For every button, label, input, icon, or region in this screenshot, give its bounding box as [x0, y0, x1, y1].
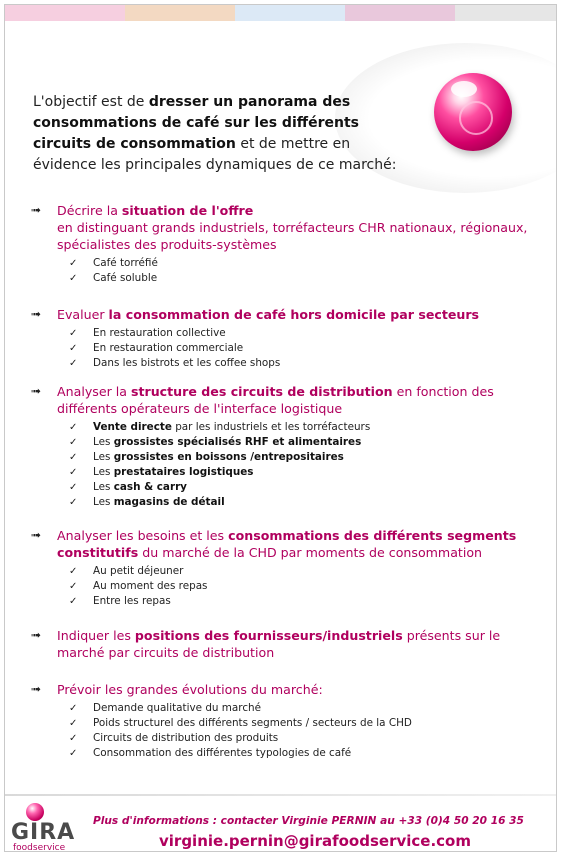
arrow-bullet-icon: ➟ — [31, 528, 42, 542]
contact-info: Plus d'informations : contacter Virginie PERNIN au +33 (0)4 50 20 16 35 — [93, 815, 524, 827]
list-item — [69, 701, 551, 716]
item-text: Les — [93, 436, 114, 448]
check-icon: ✓ — [69, 273, 78, 284]
heading-bold: la consommation de café hors domicile par secteurs — [108, 307, 480, 322]
checklist — [31, 326, 551, 371]
item-bold: cash & carry — [113, 481, 187, 493]
item-bold: prestataires logistiques — [113, 466, 254, 478]
gira-logo-orb-icon — [26, 803, 44, 821]
item-text: Les — [93, 466, 114, 478]
list-item — [69, 326, 551, 341]
item-text: En restauration collective — [93, 327, 226, 339]
heading-text: Décrire la — [57, 203, 122, 218]
gira-logo-text: GIRA — [11, 820, 76, 845]
checklist — [31, 256, 551, 286]
sphere-ring — [459, 101, 493, 135]
check-icon: ✓ — [69, 467, 78, 478]
check-icon: ✓ — [69, 258, 78, 269]
footer-divider — [5, 794, 556, 796]
check-icon: ✓ — [69, 482, 78, 493]
heading-text: Analyser la — [57, 384, 131, 399]
item-text: Entre les repas — [93, 595, 171, 607]
check-icon: ✓ — [69, 452, 78, 463]
check-icon: ✓ — [69, 497, 78, 508]
item-text: Café soluble — [93, 272, 158, 284]
check-icon: ✓ — [69, 703, 78, 714]
section-subtitle: en distinguant grands industriels, torréfacteurs CHR nationaux, régionaux, spécialistes des produits-systèmes — [57, 220, 528, 252]
section-fournisseurs — [31, 627, 551, 661]
heading-text-post: présents sur le marché par circuits de distribution — [57, 628, 501, 660]
check-icon: ✓ — [69, 596, 78, 607]
sphere-highlight — [451, 81, 477, 97]
item-text: Consommation des différentes typologies de café — [93, 747, 352, 759]
intro-text-1: L'objectif est de — [33, 94, 149, 110]
section-heading — [31, 527, 551, 561]
checklist — [31, 701, 551, 761]
section-segments — [31, 527, 551, 609]
stripe-1 — [5, 5, 125, 21]
check-icon: ✓ — [69, 437, 78, 448]
document-frame — [4, 4, 557, 852]
list-item — [69, 271, 551, 286]
check-icon: ✓ — [69, 748, 78, 759]
check-icon: ✓ — [69, 343, 78, 354]
section-heading — [31, 202, 551, 219]
item-text: Dans les bistrots et les coffee shops — [93, 357, 281, 369]
list-item — [69, 341, 551, 356]
list-item — [69, 564, 551, 579]
section-consommation — [31, 306, 551, 371]
checklist — [31, 420, 551, 510]
item-text: Circuits de distribution des produits — [93, 732, 279, 744]
check-icon: ✓ — [69, 328, 78, 339]
heading-bold: positions des fournisseurs/industriels — [134, 628, 403, 643]
check-icon: ✓ — [69, 358, 78, 369]
item-text: Poids structurel des différents segments / secteurs de la CHD — [93, 717, 412, 729]
check-icon: ✓ — [69, 422, 78, 433]
item-bold: magasins de détail — [113, 496, 225, 508]
item-bold: grossistes en boissons /entrepositaires — [113, 451, 344, 463]
section-heading — [31, 627, 551, 661]
item-text: Les — [93, 451, 114, 463]
heading-text: Prévoir les grandes évolutions du marché: — [57, 682, 323, 697]
intro-paragraph — [33, 92, 413, 176]
check-icon: ✓ — [69, 733, 78, 744]
heading-text-post: du marché de la CHD par moments de consommation — [138, 545, 483, 560]
list-item — [69, 594, 551, 609]
item-bold: grossistes spécialisés RHF et alimentaires — [113, 436, 362, 448]
list-item — [69, 450, 551, 465]
intro-bold: dresser un panorama des consommations de café sur les différents circuits de consommation — [33, 94, 359, 152]
arrow-bullet-icon: ➟ — [31, 307, 42, 321]
heading-text: Analyser les besoins et les — [57, 528, 229, 543]
item-text: Au moment des repas — [93, 580, 208, 592]
heading-bold: structure des circuits de distribution — [130, 384, 393, 399]
item-text: Les — [93, 481, 114, 493]
stripe-2 — [125, 5, 235, 21]
item-text: Les — [93, 496, 114, 508]
top-decorative-stripes — [5, 5, 556, 21]
section-distribution — [31, 383, 551, 510]
arrow-bullet-icon: ➟ — [31, 682, 42, 696]
arrow-bullet-icon: ➟ — [31, 203, 42, 217]
list-item — [69, 716, 551, 731]
intro-text-2: et de mettre en évidence les principales dynamiques de ce marché: — [33, 136, 397, 173]
stripe-3 — [235, 5, 345, 21]
item-text: par les industriels et les torréfacteurs — [171, 421, 371, 433]
list-item — [69, 731, 551, 746]
arrow-bullet-icon: ➟ — [31, 384, 42, 398]
list-item — [69, 465, 551, 480]
check-icon: ✓ — [69, 718, 78, 729]
list-item — [69, 356, 551, 371]
item-text: Café torréfié — [93, 257, 158, 269]
section-heading — [31, 306, 551, 323]
list-item — [69, 420, 551, 435]
list-item — [69, 579, 551, 594]
heading-bold: situation de l'offre — [121, 203, 254, 218]
item-text: Demande qualitative du marché — [93, 702, 262, 714]
item-text: En restauration commerciale — [93, 342, 244, 354]
list-item — [69, 435, 551, 450]
heading-text: Evaluer — [57, 307, 109, 322]
section-evolutions — [31, 681, 551, 761]
section-offre — [31, 202, 551, 286]
arrow-bullet-icon: ➟ — [31, 628, 42, 642]
gira-logo-subtitle: foodservice — [13, 843, 66, 852]
contact-email-link[interactable]: virginie.pernin@girafoodservice.com — [159, 832, 471, 850]
list-item — [69, 495, 551, 510]
item-bold: Vente directe — [93, 421, 172, 433]
list-item — [69, 746, 551, 761]
heading-text: Indiquer les — [57, 628, 135, 643]
list-item — [69, 256, 551, 271]
stripe-5 — [455, 5, 557, 21]
heading-text-post: en fonction des différents opérateurs de l'interface logistique — [57, 384, 494, 416]
item-text: Au petit déjeuner — [93, 565, 184, 577]
check-icon: ✓ — [69, 566, 78, 577]
list-item — [69, 480, 551, 495]
section-heading — [31, 383, 551, 417]
stripe-4 — [345, 5, 455, 21]
heading-bold: consommations des différents segments constitutifs — [57, 528, 517, 560]
section-heading — [31, 681, 551, 698]
check-icon: ✓ — [69, 581, 78, 592]
checklist — [31, 564, 551, 609]
